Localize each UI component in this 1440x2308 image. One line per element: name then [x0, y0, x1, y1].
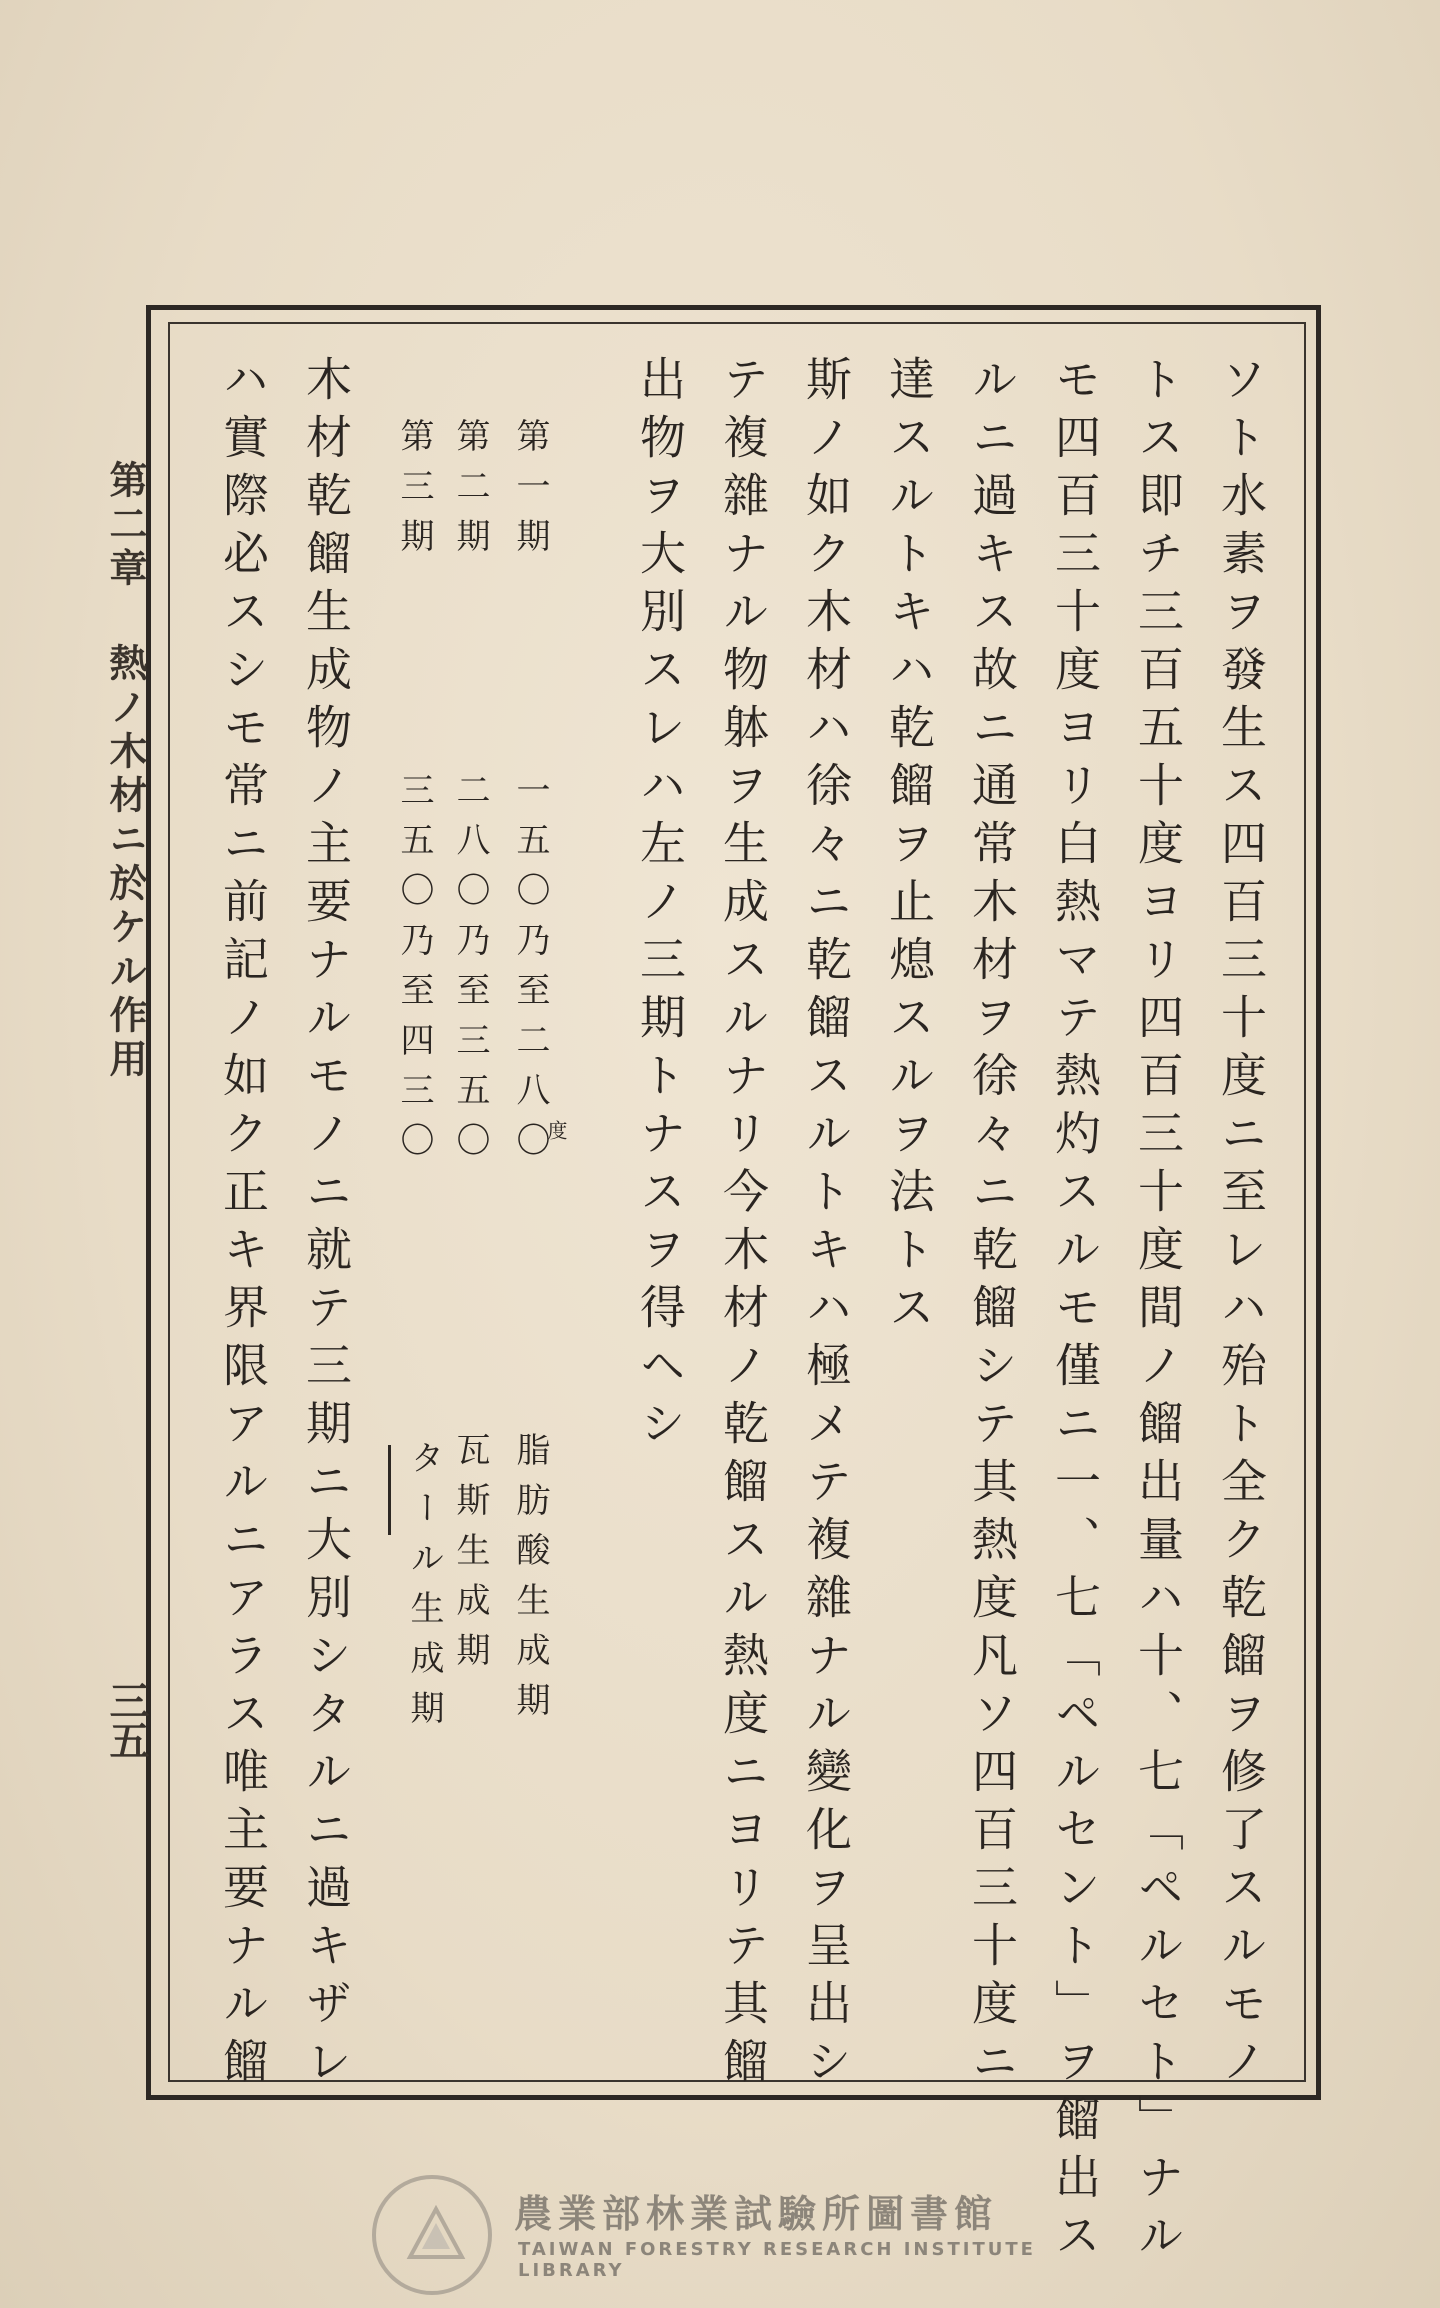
library-name-english: TAIWAN FORESTRY RESEARCH INSTITUTE LIBRARY: [518, 2239, 1036, 2281]
body-line-3: モ四百三十度ヨリ白熱マテ熱灼スルモ僅ニ一、七「ペルセント」ヲ餾出ス: [1048, 355, 1102, 2269]
period-1-product: 脂肪酸生成期: [510, 1432, 550, 1732]
period-1-range: 一五〇乃至二八〇: [510, 772, 550, 1172]
period-2-name: 第二期: [450, 418, 490, 568]
body-line-9: 木材乾餾生成物ノ主要ナルモノニ就テ三期ニ大別シタルニ過キザレ: [299, 355, 353, 2095]
library-name-chinese: 農業部林業試驗所圖書館: [514, 2192, 999, 2236]
page-number: 三五: [103, 1680, 150, 1760]
body-line-1: ソト水素ヲ發生ス四百三十度ニ至レハ殆ト全ク乾餾ヲ修了スルモノ: [1214, 355, 1268, 2095]
running-head: 第二章 熱ノ木材ニ於ケル作用: [103, 460, 148, 1083]
body-line-7: テ複雜ナル物躰ヲ生成スルナリ今木材ノ乾餾スル熱度ニヨリテ其餾: [716, 355, 770, 2095]
body-line-4: ルニ過キス故ニ通常木材ヲ徐々ニ乾餾シテ其熱度凡ソ四百三十度ニ: [965, 355, 1019, 2095]
library-seal-icon: [372, 2175, 492, 2295]
body-line-10: ハ實際必スシモ常ニ前記ノ如ク正キ界限アルニアラス唯主要ナル餾: [216, 355, 270, 2095]
bracket-rule: [388, 1445, 391, 1535]
library-watermark: [372, 2175, 1092, 2281]
period-3-name: 第三期: [394, 418, 434, 568]
period-2-range: 二八〇乃至三五〇: [450, 772, 490, 1172]
body-line-8: 出物ヲ大別スレハ左ノ三期トナスヲ得ヘシ: [633, 355, 687, 1457]
period-3-range: 三五〇乃至四三〇: [394, 772, 434, 1172]
body-line-2: トス即チ三百五十度ヨリ四百三十度間ノ餾出量ハ十、七「ペルセト」ナル: [1131, 355, 1185, 2269]
period-2-product: 瓦斯生成期: [450, 1432, 490, 1682]
body-line-6: 斯ノ如ク木材ハ徐々ニ乾餾スルトキハ極メテ複雜ナル變化ヲ呈出シ: [799, 355, 853, 2095]
body-line-5: 達スルトキハ乾餾ヲ止熄スルヲ法トス: [882, 355, 936, 1341]
period-1-name: 第一期: [510, 418, 550, 568]
period-3-product: タール生成期: [404, 1440, 444, 1740]
period-1-unit: 度: [544, 1120, 568, 1140]
